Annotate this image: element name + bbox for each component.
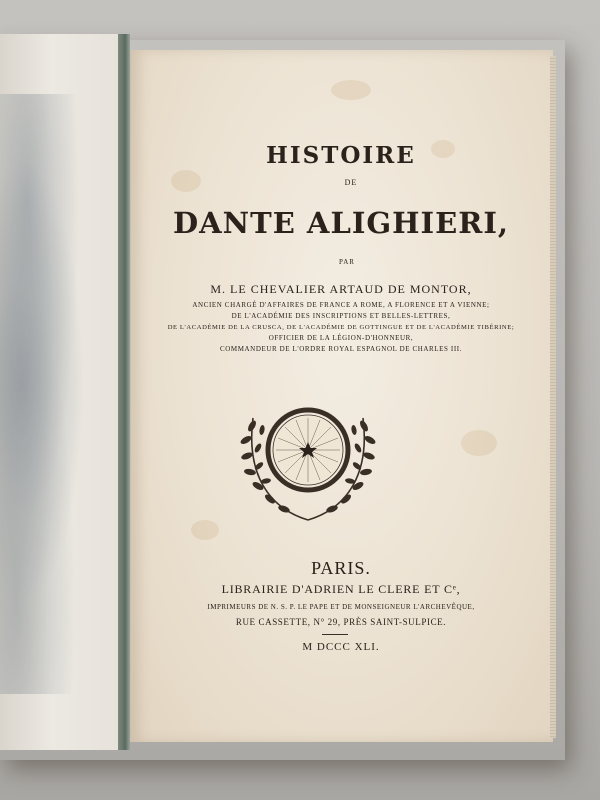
- foxing-spot: [461, 430, 497, 456]
- credential-line: OFFICIER DE LA LÉGION-D'HONNEUR,: [268, 334, 414, 342]
- imprint-printer-note: IMPRIMEURS DE N. S. P. LE PAPE ET DE MONSEIGNEUR L'ARCHEVÊQUE,: [207, 603, 475, 611]
- foxing-spot: [191, 520, 219, 540]
- imprint-publisher: LIBRAIRIE D'ADRIEN LE CLERE ET Cᵉ,: [221, 582, 461, 596]
- title-line-1: HISTOIRE: [266, 142, 416, 169]
- imprint-address: RUE CASSETTE, N° 29, PRÈS SAINT-SULPICE.: [235, 617, 447, 627]
- by-line: PAR: [339, 258, 355, 266]
- credential-line: COMMANDEUR DE L'ORDRE ROYAL ESPAGNOL DE CHARLES III.: [219, 345, 463, 353]
- credential-line: DE L'ACADÉMIE DE LA CRUSCA, DE L'ACADÉMIE DE GOTTINGUE ET DE L'ACADÉMIE TIBÉRINE;: [167, 324, 515, 331]
- portrait-engraving: [0, 94, 110, 694]
- foxing-spot: [331, 80, 371, 100]
- ouroboros-star-laurel-icon: [228, 378, 388, 528]
- author-credentials: [130, 300, 552, 355]
- credential-line: DE L'ACADÉMIE DES INSCRIPTIONS ET BELLES-LETTRES,: [231, 312, 451, 320]
- book-spine-edge: [118, 34, 130, 750]
- title-line-2: DANTE ALIGHIERI,: [173, 206, 509, 240]
- imprint-city: PARIS.: [311, 558, 371, 578]
- title-connector: DE: [344, 178, 358, 187]
- author-name: M. LE CHEVALIER ARTAUD DE MONTOR,: [210, 282, 472, 296]
- credential-line: ANCIEN CHARGÉ D'AFFAIRES DE FRANCE A ROME, A FLORENCE ET A VIENNE;: [192, 301, 490, 309]
- frontispiece-page: [0, 34, 129, 750]
- imprint-rule: [322, 634, 348, 635]
- imprint-date: M DCCC XLI.: [302, 641, 380, 653]
